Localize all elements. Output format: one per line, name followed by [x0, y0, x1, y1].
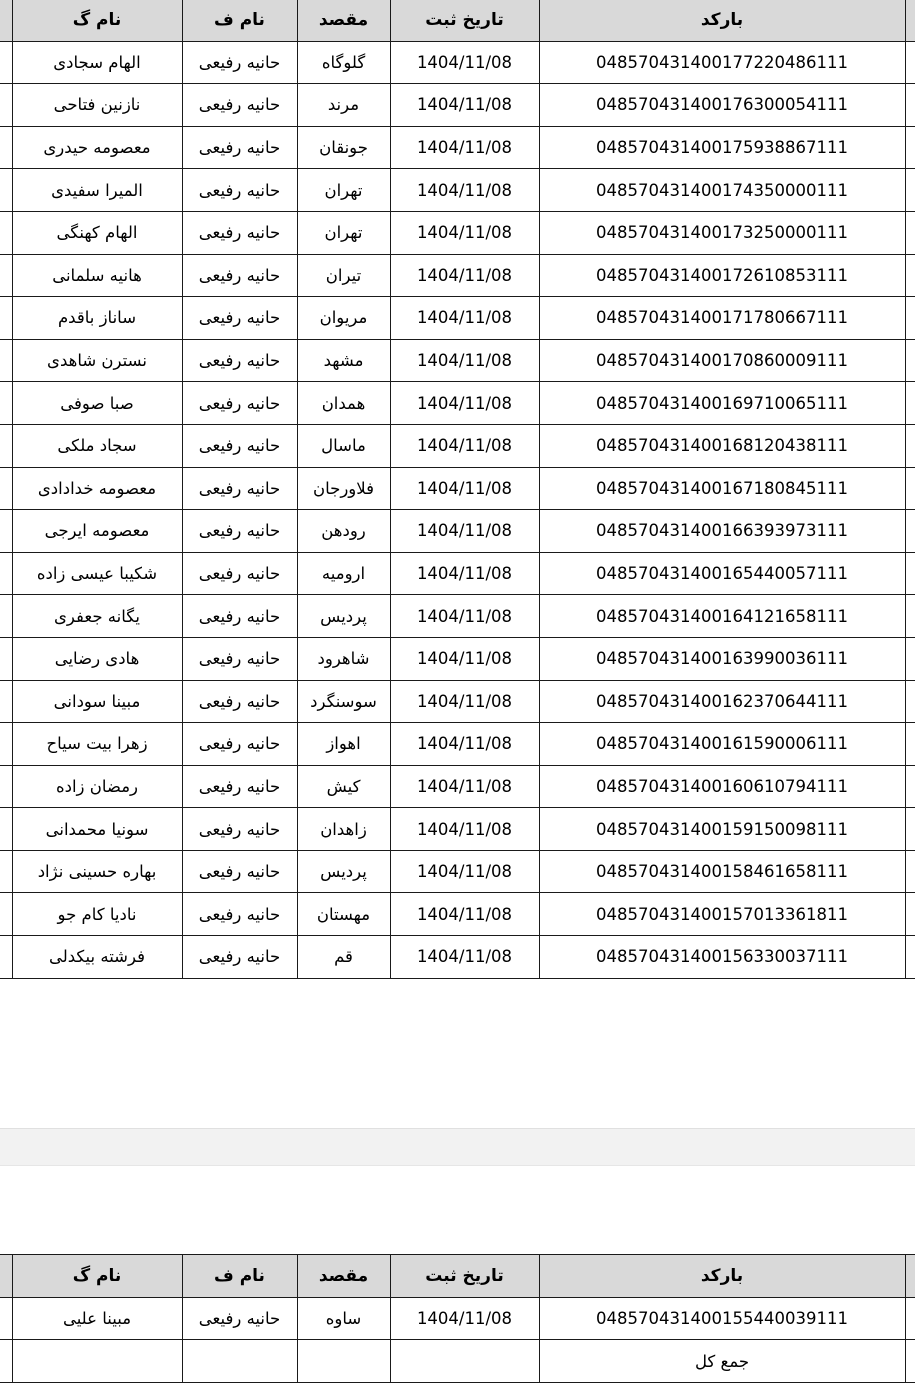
cell-date: 1404/11/08 [390, 723, 539, 766]
table-row [0, 467, 915, 510]
cell-recipient: ساناز باقدم [12, 297, 182, 340]
row-edge-left [0, 850, 12, 893]
cell-date: 1404/11/08 [390, 808, 539, 851]
cell-sender: حانیه رفیعی [182, 211, 297, 254]
header-barcode: بارکد [539, 0, 905, 41]
cell-barcode: 048570431400168120438111 [539, 424, 905, 467]
cell-sender [182, 1340, 297, 1383]
table-row [0, 41, 915, 84]
cell-barcode: 048570431400171780667111 [539, 297, 905, 340]
cell-dest: مریوان [297, 297, 390, 340]
cell-recipient: نازنین فتاحی [12, 84, 182, 127]
table-row [0, 84, 915, 127]
cell-barcode: 048570431400177220486111 [539, 41, 905, 84]
row-edge-left [0, 382, 12, 425]
cell-sender: حانیه رفیعی [182, 1297, 297, 1340]
cell-sender: حانیه رفیعی [182, 41, 297, 84]
cell-sender: حانیه رفیعی [182, 850, 297, 893]
row-edge-right [905, 808, 915, 851]
cell-recipient: الهام سجادی [12, 41, 182, 84]
cell-date: 1404/11/08 [390, 126, 539, 169]
row-edge-right [905, 382, 915, 425]
row-edge-left [0, 424, 12, 467]
cell-dest: رودهن [297, 510, 390, 553]
cell-dest: ارومیه [297, 552, 390, 595]
row-edge-left [0, 467, 12, 510]
row-edge-right [905, 254, 915, 297]
row-edge-right [905, 424, 915, 467]
cell-barcode: 048570431400165440057111 [539, 552, 905, 595]
row-edge-right [905, 1340, 915, 1383]
cell-barcode: 048570431400174350000111 [539, 169, 905, 212]
cell-dest: مشهد [297, 339, 390, 382]
cell-date: 1404/11/08 [390, 765, 539, 808]
cell-sender: حانیه رفیعی [182, 339, 297, 382]
cell-dest: شاهرود [297, 637, 390, 680]
row-edge-left [0, 0, 12, 41]
cell-sender: حانیه رفیعی [182, 510, 297, 553]
table-row [0, 765, 915, 808]
cell-date: 1404/11/08 [390, 552, 539, 595]
cell-recipient: بهاره حسینی نژاد [12, 850, 182, 893]
cell-date: 1404/11/08 [390, 936, 539, 979]
table-row [0, 893, 915, 936]
row-edge-left [0, 84, 12, 127]
cell-barcode: 048570431400155440039111 [539, 1297, 905, 1340]
row-edge-left [0, 297, 12, 340]
header-date: تاریخ ثبت [390, 0, 539, 41]
cell-sender: حانیه رفیعی [182, 424, 297, 467]
cell-barcode: 048570431400162370644111 [539, 680, 905, 723]
row-edge-right [905, 552, 915, 595]
table-row [0, 723, 915, 766]
cell-barcode: 048570431400175938867111 [539, 126, 905, 169]
cell-recipient: هانیه سلمانی [12, 254, 182, 297]
row-edge-right [905, 723, 915, 766]
table-row [0, 595, 915, 638]
row-edge-right [905, 84, 915, 127]
row-edge-left [0, 169, 12, 212]
header-sender: نام ف [182, 0, 297, 41]
cell-date: 1404/11/08 [390, 382, 539, 425]
cell-sender: حانیه رفیعی [182, 169, 297, 212]
header-dest: مقصد [297, 0, 390, 41]
row-edge-right [905, 936, 915, 979]
cell-dest: گلوگاه [297, 41, 390, 84]
row-edge-left [0, 126, 12, 169]
row-edge-left [0, 1340, 12, 1383]
table-row [0, 169, 915, 212]
cell-barcode: 048570431400164121658111 [539, 595, 905, 638]
cell-sender: حانیه رفیعی [182, 808, 297, 851]
row-edge-left [0, 254, 12, 297]
cell-barcode: 048570431400161590006111 [539, 723, 905, 766]
total-label: جمع کل [539, 1340, 905, 1383]
row-edge-right [905, 637, 915, 680]
cell-dest [297, 1340, 390, 1383]
cell-recipient: یگانه جعفری [12, 595, 182, 638]
cell-dest: اهواز [297, 723, 390, 766]
row-edge-left [0, 893, 12, 936]
cell-dest: جونقان [297, 126, 390, 169]
table-row [0, 211, 915, 254]
row-edge-left [0, 510, 12, 553]
table-header-row [0, 1255, 915, 1298]
cell-date: 1404/11/08 [390, 41, 539, 84]
cell-recipient: زهرا بیت سیاح [12, 723, 182, 766]
cell-date: 1404/11/08 [390, 254, 539, 297]
table-row [0, 552, 915, 595]
row-edge-right [905, 41, 915, 84]
cell-sender: حانیه رفیعی [182, 84, 297, 127]
cell-recipient: رمضان زاده [12, 765, 182, 808]
cell-recipient: هادی رضایی [12, 637, 182, 680]
row-edge-left [0, 595, 12, 638]
row-edge-left [0, 552, 12, 595]
row-edge-right [905, 126, 915, 169]
table-row [0, 510, 915, 553]
cell-dest: همدان [297, 382, 390, 425]
row-edge-right [905, 297, 915, 340]
total-row [0, 1340, 915, 1383]
row-edge-right [905, 467, 915, 510]
cell-dest: تهران [297, 169, 390, 212]
cell-barcode: 048570431400176300054111 [539, 84, 905, 127]
cell-sender: حانیه رفیعی [182, 254, 297, 297]
cell-date: 1404/11/08 [390, 680, 539, 723]
cell-recipient: معصومه ایرجی [12, 510, 182, 553]
cell-sender: حانیه رفیعی [182, 680, 297, 723]
cell-date: 1404/11/08 [390, 211, 539, 254]
row-edge-left [0, 936, 12, 979]
header-barcode: بارکد [539, 1255, 905, 1298]
row-edge-left [0, 637, 12, 680]
cell-date: 1404/11/08 [390, 893, 539, 936]
cell-date: 1404/11/08 [390, 297, 539, 340]
cell-dest: ساوه [297, 1297, 390, 1340]
row-edge-right [905, 893, 915, 936]
header-dest: مقصد [297, 1255, 390, 1298]
header-recipient: نام گ [12, 0, 182, 41]
cell-dest: ماسال [297, 424, 390, 467]
cell-sender: حانیه رفیعی [182, 765, 297, 808]
cell-sender: حانیه رفیعی [182, 637, 297, 680]
cell-dest: سوسنگرد [297, 680, 390, 723]
table-row [0, 1297, 915, 1340]
cell-dest: مرند [297, 84, 390, 127]
table-row [0, 424, 915, 467]
cell-barcode: 048570431400169710065111 [539, 382, 905, 425]
cell-date: 1404/11/08 [390, 339, 539, 382]
row-edge-left [0, 680, 12, 723]
row-edge-right [905, 0, 915, 41]
cell-recipient: سجاد ملکی [12, 424, 182, 467]
cell-recipient: سونیا محمدانی [12, 808, 182, 851]
cell-date: 1404/11/08 [390, 595, 539, 638]
row-edge-left [0, 808, 12, 851]
cell-barcode: 048570431400160610794111 [539, 765, 905, 808]
cell-barcode: 048570431400172610853111 [539, 254, 905, 297]
cell-sender: حانیه رفیعی [182, 595, 297, 638]
cell-date: 1404/11/08 [390, 424, 539, 467]
row-edge-right [905, 169, 915, 212]
cell-dest: پردیس [297, 595, 390, 638]
cell-date: 1404/11/08 [390, 637, 539, 680]
cell-sender: حانیه رفیعی [182, 552, 297, 595]
cell-date: 1404/11/08 [390, 84, 539, 127]
header-sender: نام ف [182, 1255, 297, 1298]
cell-recipient: شکیبا عیسی زاده [12, 552, 182, 595]
header-date: تاریخ ثبت [390, 1255, 539, 1298]
table-header-row [0, 0, 915, 41]
cell-recipient: معصومه خدادادی [12, 467, 182, 510]
row-edge-right [905, 510, 915, 553]
row-edge-right [905, 1297, 915, 1340]
cell-recipient: فرشته بیکدلی [12, 936, 182, 979]
row-edge-left [0, 723, 12, 766]
table-row [0, 637, 915, 680]
cell-recipient: معصومه حیدری [12, 126, 182, 169]
cell-dest: پردیس [297, 850, 390, 893]
cell-sender: حانیه رفیعی [182, 297, 297, 340]
cell-recipient [12, 1340, 182, 1383]
cell-dest: فلاورجان [297, 467, 390, 510]
table-row [0, 936, 915, 979]
header-recipient: نام گ [12, 1255, 182, 1298]
cell-recipient: نسترن شاهدی [12, 339, 182, 382]
row-edge-right [905, 211, 915, 254]
cell-dest: تهران [297, 211, 390, 254]
cell-barcode: 048570431400156330037111 [539, 936, 905, 979]
row-edge-left [0, 765, 12, 808]
table-row [0, 680, 915, 723]
row-edge-right [905, 850, 915, 893]
cell-date: 1404/11/08 [390, 850, 539, 893]
cell-date [390, 1340, 539, 1383]
shipment-table-2 [0, 1254, 915, 1383]
cell-dest: تیران [297, 254, 390, 297]
row-edge-right [905, 339, 915, 382]
row-edge-left [0, 1255, 12, 1298]
cell-barcode: 048570431400170860009111 [539, 339, 905, 382]
table-row [0, 254, 915, 297]
table-row [0, 339, 915, 382]
cell-recipient: مبینا علیی [12, 1297, 182, 1340]
cell-dest: مهستان [297, 893, 390, 936]
cell-dest: زاهدان [297, 808, 390, 851]
cell-sender: حانیه رفیعی [182, 382, 297, 425]
table-row [0, 850, 915, 893]
table-row [0, 126, 915, 169]
cell-recipient: المیرا سفیدی [12, 169, 182, 212]
table-row [0, 382, 915, 425]
cell-recipient: الهام کهنگی [12, 211, 182, 254]
cell-date: 1404/11/08 [390, 510, 539, 553]
row-edge-left [0, 211, 12, 254]
row-edge-left [0, 339, 12, 382]
cell-sender: حانیه رفیعی [182, 467, 297, 510]
cell-recipient: نادیا کام جو [12, 893, 182, 936]
row-edge-left [0, 1297, 12, 1340]
cell-barcode: 048570431400158461658111 [539, 850, 905, 893]
table-row [0, 808, 915, 851]
cell-dest: کیش [297, 765, 390, 808]
row-edge-right [905, 595, 915, 638]
cell-barcode: 048570431400163990036111 [539, 637, 905, 680]
table-row [0, 297, 915, 340]
cell-barcode: 048570431400167180845111 [539, 467, 905, 510]
cell-barcode: 048570431400173250000111 [539, 211, 905, 254]
cell-sender: حانیه رفیعی [182, 723, 297, 766]
cell-sender: حانیه رفیعی [182, 126, 297, 169]
row-edge-right [905, 765, 915, 808]
cell-barcode: 048570431400166393973111 [539, 510, 905, 553]
cell-date: 1404/11/08 [390, 169, 539, 212]
sheet-gap-band [0, 1128, 915, 1166]
cell-recipient: صبا صوفی [12, 382, 182, 425]
cell-date: 1404/11/08 [390, 1297, 539, 1340]
row-edge-left [0, 41, 12, 84]
cell-recipient: مبینا سودانی [12, 680, 182, 723]
cell-dest: قم [297, 936, 390, 979]
cell-barcode: 048570431400159150098111 [539, 808, 905, 851]
row-edge-right [905, 680, 915, 723]
cell-date: 1404/11/08 [390, 467, 539, 510]
row-edge-right [905, 1255, 915, 1298]
cell-barcode: 048570431400157013361811 [539, 893, 905, 936]
cell-sender: حانیه رفیعی [182, 936, 297, 979]
cell-sender: حانیه رفیعی [182, 893, 297, 936]
